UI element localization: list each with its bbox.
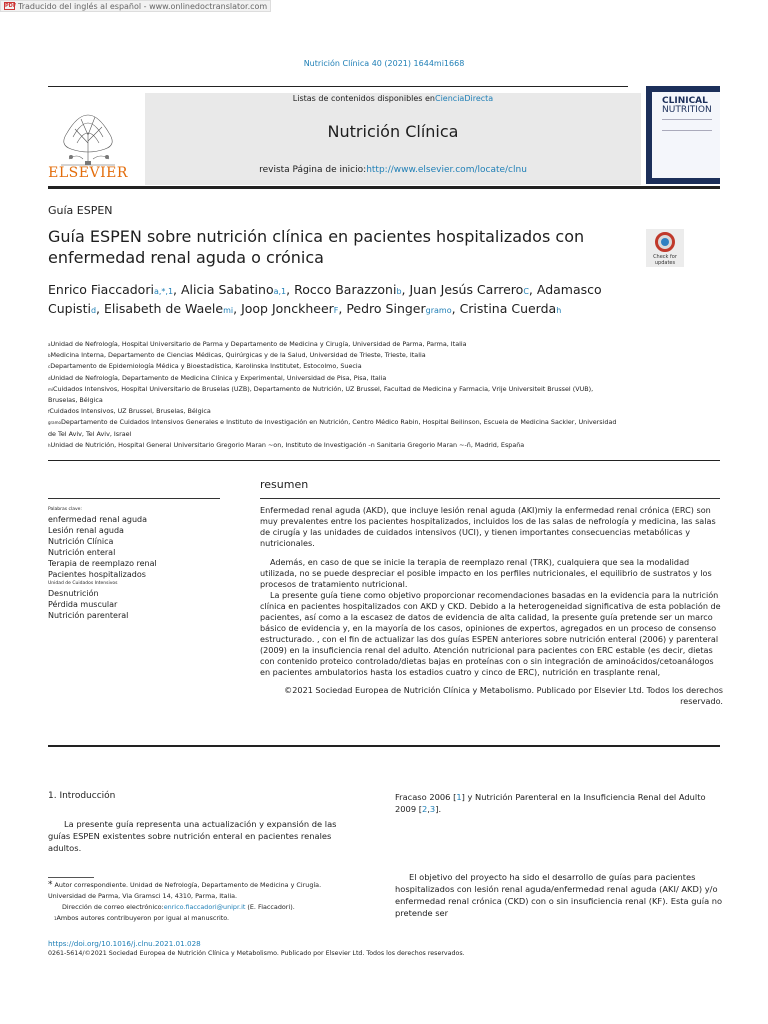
author[interactable]: Rocco Barazzonib xyxy=(294,282,402,297)
author-affiliation-ref[interactable]: h xyxy=(556,306,562,315)
cover-title-2: NUTRITION xyxy=(662,105,712,115)
author-affiliation-ref[interactable]: a,*,1 xyxy=(153,287,174,296)
author[interactable]: Alicia Sabatinoa,1 xyxy=(180,282,287,297)
author-affiliation-ref[interactable]: gramo xyxy=(425,306,452,315)
author[interactable]: Pedro Singergramo xyxy=(346,301,452,316)
corresponding-author-note: * Autor correspondiente. Unidad de Nefrología, Departamento de Medicina y Cirugía. Universidad de Parma, Via Gramsci 14, 4310, Parma, Italia. xyxy=(48,880,322,900)
cover-title-1: CLINICAL xyxy=(662,96,708,106)
abstract-paragraph: Enfermedad renal aguda (AKD), que incluye lesión renal aguda (AKI)miy la enfermedad renal crónica (ERC) son muy prevalentes entre los pacientes hospitalizados, incluidos los de las salas de nefrología y medicina, las salas de cirugía y las unidades de cuidados intensivos (UCI), y tienen importantes consecuencias metabólicas y nutricionales. xyxy=(260,505,716,548)
homepage-link[interactable]: http://www.elsevier.com/locate/clnu xyxy=(366,165,527,175)
author-affiliation-ref[interactable]: a,1 xyxy=(273,287,287,296)
journal-citation[interactable]: Nutrición Clínica 40 (2021) 1644mi1668 xyxy=(303,59,465,68)
reference-link[interactable]: 1 xyxy=(456,792,462,802)
footnotes xyxy=(48,880,358,924)
translator-banner[interactable] xyxy=(0,0,271,12)
author[interactable]: Cristina Cuerdah xyxy=(459,301,562,316)
affiliation: gramoDepartamento de Cuidados Intensivos Generales e Instituto de Investigación en Nutrición, Centro Médico Rabin, Hospital Beilinson, Escuela de Medicina Sackler, Universidad de Tel Aviv, Tel Aviv, Israel xyxy=(48,418,617,438)
affiliation: bMedicina Interna, Departamento de Ciencias Médicas, Quirúrgicas y de la Salud, Universidad de Trieste, Trieste, Italia xyxy=(48,351,426,360)
cover-decoration xyxy=(662,119,712,131)
author[interactable]: Juan Jesús CarreroC xyxy=(409,282,529,297)
author-affiliation-ref[interactable]: mi xyxy=(223,306,234,315)
body-paragraph: El objetivo del proyecto ha sido el desarrollo de guías para pacientes hospitalizados con lesión renal aguda/enfermedad renal aguda (AKI/ AKD) y/o enfermedad renal crónica (CKD) con o sin insuficiencia renal (KF). Esta guía no pretende ser xyxy=(395,872,723,918)
copyright-line: ©2021 Sociedad Europea de Nutrición Clínica y Metabolismo. Publicado por Elsevier Ltd. Todos los derechos reservado. xyxy=(284,685,723,706)
translator-text: Traducido del inglés al español - www.onlinedoctranslator.com xyxy=(18,1,268,11)
abstract-body xyxy=(260,505,723,707)
header-bottom-rule xyxy=(48,186,720,189)
doi-link[interactable]: https://doi.org/10.1016/j.clnu.2021.01.028 xyxy=(48,939,201,948)
email-note: Dirección de correo electrónico:enrico.fiaccadori@unipr.it (E. Fiaccadori). xyxy=(62,903,295,911)
elsevier-wordmark: ELSEVIER xyxy=(48,165,128,181)
keywords-list xyxy=(48,506,223,621)
abstract-paragraph: Además, en caso de que se inicie la terapia de reemplazo renal (TRK), cualquiera que sea la modalidad utilizada, no se puede despreciar el posible impacto en los perfiles nutricionales, el equilibrio de sustratos y los procesos de tratamiento nutricional. xyxy=(260,557,712,589)
author[interactable]: Elisabeth de Waelemi xyxy=(103,301,234,316)
keyword-item: Pacientes hospitalizados xyxy=(48,570,146,579)
pdf-icon: PDF xyxy=(5,3,17,9)
keyword-item: Nutrición parenteral xyxy=(48,611,129,620)
keyword-item: Desnutrición xyxy=(48,589,99,598)
author-affiliation-ref[interactable]: C xyxy=(523,287,529,296)
reference-link[interactable]: 2 xyxy=(422,804,428,814)
affiliation: cDepartamento de Epidemiología Médica y Bioestadística, Karolinska Institutet, Estocolmo, Suecia xyxy=(48,362,362,371)
affiliation: dUnidad de Nefrología, Departamento de Medicina Clínica y Experimental, Universidad de Pisa, Pisa, Italia xyxy=(48,373,387,382)
email-link[interactable]: enrico.fiaccadori@unipr.it xyxy=(163,903,246,911)
keyword-item: Nutrición Clínica xyxy=(48,537,114,546)
check-for-updates-badge[interactable] xyxy=(646,229,684,267)
footnote-rule xyxy=(48,877,94,878)
author-list: Enrico Fiaccadoria,*,1, Alicia Sabatinoa,1, Rocco Barazzonib, Juan Jesús CarreroC, Adamasco Cupistid, Elisabeth de Waelemi, Joop JonckheerF, Pedro Singergramo, Cristina Cuerdah xyxy=(48,282,602,316)
sciencedirect-link[interactable]: CienciaDirecta xyxy=(435,94,494,103)
keyword-item: Unidad de Cuidados Intensivos xyxy=(48,581,118,586)
abstract-rule xyxy=(260,498,720,499)
author[interactable]: Joop JonckheerF xyxy=(241,301,339,316)
abstract-paragraph: La presente guía tiene como objetivo proporcionar recomendaciones basadas en la evidencia para la nutrición clínica en pacientes hospitalizados con AKD y CKD. Debido a la heterogeneidad significativa de esta población de pacientes, así como a la escasez de datos de evidencia de alta calidad, la presente guía pretende ser un marco básico de evidencia y, en la mayoría de los casos, opiniones de expertos, agregados en un proceso de consenso estructurado. , con el fin de actualizar las dos guías ESPEN anteriores sobre nutrición enteral (2006) y parenteral (2009) en la insuficiencia renal del adulto. Atención nutricional para pacientes con ERC estable (es decir, dietas con contenido proteico controlado/dietas bajas en proteínas con o sin integración de aminoácidos/cetoanálogos en pacientes ambulatorios hasta los estadios cuatro y cinco de ERC), nutrición en trasplante renal, xyxy=(260,590,721,677)
author-affiliation-ref[interactable]: b xyxy=(396,287,402,296)
reference-link[interactable]: 3 xyxy=(429,804,436,814)
body-paragraph: Fracaso 2006 [1] y Nutrición Parenteral en la Insuficiencia Renal del Adulto 2009 [2,3]. xyxy=(395,792,706,814)
keyword-item: Terapia de reemplazo renal xyxy=(48,559,157,568)
journal-name: Nutrición Clínica xyxy=(327,122,459,141)
affiliation: hUnidad de Nutrición, Hospital General Universitario Gregorio Maran ~on, Instituto de Investigación -n Sanitaria Gregorio Maran ~-ñ, Madrid, España xyxy=(48,440,525,449)
affiliations-rule xyxy=(48,460,720,461)
keywords-rule xyxy=(48,498,220,499)
contents-available-line xyxy=(145,94,641,103)
author[interactable]: Adamasco Cupistid xyxy=(48,282,602,316)
abstract-bottom-rule xyxy=(48,745,720,747)
keyword-item: Nutrición enteral xyxy=(48,548,116,557)
affiliation: aUnidad de Nefrología, Hospital Universitario de Parma y Departamento de Medicina y Cirugía, Universidad de Parma, Parma, Italia xyxy=(48,340,467,348)
homepage-prefix: revista Página de inicio: xyxy=(259,165,367,175)
intro-paragraph: La presente guía representa una actualización y expansión de las guías ESPEN existentes sobre nutrición enteral en pacientes renales adultos. xyxy=(48,819,337,853)
author-affiliation-ref[interactable]: F xyxy=(333,306,339,315)
article-section-type: Guía ESPEN xyxy=(48,204,113,217)
journal-homepage-line xyxy=(145,165,641,175)
author[interactable]: Enrico Fiaccadoria,*,1 xyxy=(48,282,174,297)
crossmark-icon xyxy=(655,232,675,252)
keyword-item: Pérdida muscular xyxy=(48,600,118,609)
crossmark-label: Check for updates xyxy=(653,254,677,266)
author-affiliation-ref[interactable]: d xyxy=(90,306,97,315)
keywords-label: Palabras clave: xyxy=(48,507,82,512)
keyword-item: Lesión renal aguda xyxy=(48,526,124,535)
issn-line: 0261-5614/©2021 Sociedad Europea de Nutrición Clínica y Metabolismo. Publicado por Elsevier Ltd. Todos los derechos reservados. xyxy=(48,950,465,957)
contents-prefix: Listas de contenidos disponibles en xyxy=(292,94,435,103)
abstract-heading: resumen xyxy=(260,478,309,491)
article-title: Guía ESPEN sobre nutrición clínica en pacientes hospitalizados con enfermedad renal aguda o crónica xyxy=(48,227,585,267)
affiliation: miCuidados Intensivos, Hospital Universitario de Bruselas (UZB), Departamento de Nutrición, UZ Brussel, Facultad de Medicina y Farmacia, Vrije Universiteit Brussel (VUB), Bruselas, Bélgica xyxy=(48,384,594,405)
equal-contribution-note: 1Ambos autores contribuyeron por igual al manuscrito. xyxy=(54,914,230,922)
header-top-rule xyxy=(48,86,628,87)
affiliation: fCuidados Intensivos, UZ Brussel, Bruselas, Bélgica xyxy=(48,407,211,416)
section-heading: 1. Introducción xyxy=(48,791,116,801)
affiliations-list xyxy=(48,339,618,451)
journal-cover-image[interactable] xyxy=(646,86,720,184)
keyword-item: enfermedad renal aguda xyxy=(48,515,147,524)
